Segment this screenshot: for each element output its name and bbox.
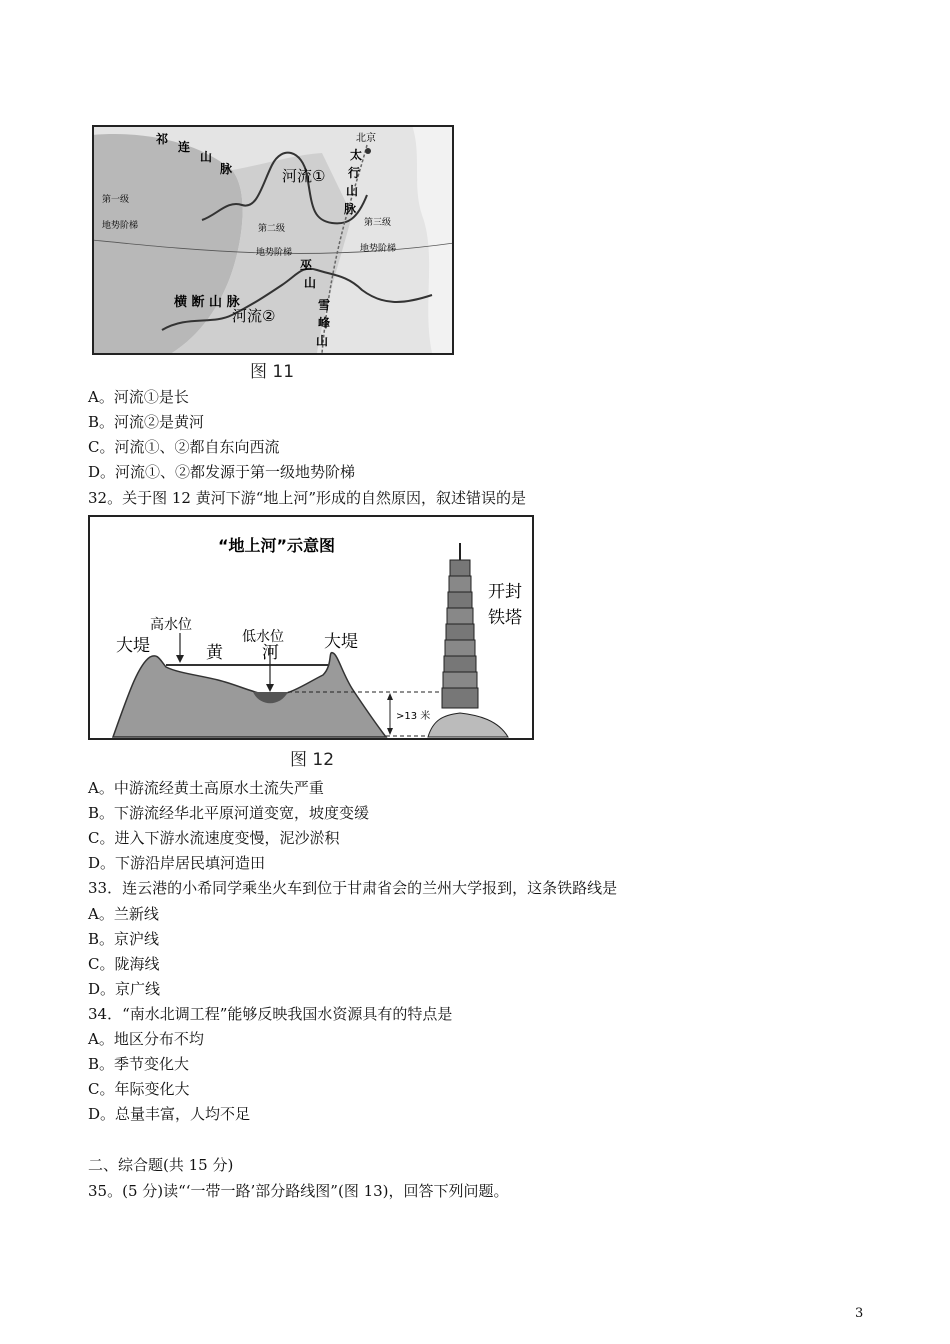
label-xuefeng-2: 峰 — [318, 316, 331, 330]
q35-stem: 35。(5 分)读“‘一带一路’部分路线图”(图 13)，回答下列问题。 — [88, 1182, 509, 1200]
label-river1: 河流① — [282, 167, 326, 185]
label-taihang-3: 山 — [346, 184, 359, 198]
fig12-title: “地上河”示意图 — [218, 536, 336, 555]
q34-option-c: C。年际变化大 — [88, 1080, 190, 1098]
label-step1-b: 地势阶梯 — [102, 221, 139, 231]
label-tower-2: 铁塔 — [488, 608, 522, 628]
label-step3-b: 地势阶梯 — [360, 244, 397, 254]
label-dyke-right: 大堤 — [324, 632, 358, 652]
label-river2: 河流② — [232, 307, 276, 325]
label-xuefeng-1: 雪 — [318, 298, 331, 312]
q33-option-d: D。京广线 — [88, 980, 161, 998]
label-xuefeng-3: 山 — [316, 334, 329, 348]
figure-11-map — [92, 125, 454, 355]
label-step1-a: 第一级 — [102, 195, 130, 205]
label-taihang-2: 行 — [348, 166, 361, 180]
label-he: 河 — [262, 643, 279, 663]
label-step2-a: 第二级 — [258, 224, 286, 234]
label-wushan-1: 巫 — [300, 258, 313, 272]
q32-option-d: D。下游沿岸居民填河造田 — [88, 854, 266, 872]
label-beijing: 北京 — [356, 133, 376, 144]
q34-option-d: D。总量丰富，人均不足 — [88, 1105, 251, 1123]
beijing-point — [365, 148, 371, 154]
label-wushan-2: 山 — [304, 276, 317, 290]
label-qilian-3: 山 — [200, 150, 213, 164]
q31-option-b: B。河流②是黄河 — [88, 413, 205, 431]
label-height: >13 米 — [396, 711, 431, 722]
section2-title: 二、综合题(共 15 分) — [88, 1156, 234, 1174]
figure-12-caption: 图 12 — [290, 750, 335, 770]
label-huang: 黄 — [206, 643, 223, 663]
q31-option-a: A。河流①是长 — [88, 388, 189, 406]
label-low-water: 低水位 — [242, 629, 284, 645]
page-number: 3 — [855, 1306, 864, 1321]
label-taihang-1: 太 — [350, 148, 363, 162]
figure-12-diagram — [88, 515, 534, 740]
label-qilian-4: 脉 — [220, 162, 233, 176]
label-qilian-2: 连 — [178, 140, 191, 154]
figure-11-caption: 图 11 — [250, 362, 295, 382]
label-taihang-4: 脉 — [344, 202, 357, 216]
q33-option-b: B。京沪线 — [88, 930, 160, 948]
label-dyke-left: 大堤 — [116, 636, 150, 656]
q32-option-b: B。下游流经华北平原河道变宽，坡度变缓 — [88, 804, 370, 822]
q33-option-c: C。陇海线 — [88, 955, 160, 973]
q34-option-a: A。地区分布不均 — [88, 1030, 204, 1048]
q33-option-a: A。兰新线 — [88, 905, 159, 923]
q32-stem: 32。关于图 12 黄河下游“地上河”形成的自然原因，叙述错误的是 — [88, 489, 527, 507]
q34-stem: 34．“南水北调工程”能够反映我国水资源具有的特点是 — [88, 1005, 453, 1023]
q34-option-b: B。季节变化大 — [88, 1055, 190, 1073]
label-qilian-1: 祁 — [156, 132, 169, 146]
label-high-water: 高水位 — [150, 617, 192, 633]
q32-option-c: C。进入下游水流速度变慢，泥沙淤积 — [88, 829, 340, 847]
label-step3-a: 第三级 — [364, 218, 392, 228]
q32-option-a: A。中游流经黄土高原水土流失严重 — [88, 779, 324, 797]
label-tower-1: 开封 — [488, 582, 522, 602]
q31-option-d: D。河流①、②都发源于第一级地势阶梯 — [88, 463, 356, 481]
label-hengduan: 横 断 山 脉 — [174, 295, 240, 310]
q33-stem: 33．连云港的小希同学乘坐火车到位于甘肃省会的兰州大学报到，这条铁路线是 — [88, 879, 618, 897]
q31-option-c: C。河流①、②都自东向西流 — [88, 438, 280, 456]
label-step2-b: 地势阶梯 — [256, 248, 293, 258]
high-water-line — [166, 664, 328, 666]
